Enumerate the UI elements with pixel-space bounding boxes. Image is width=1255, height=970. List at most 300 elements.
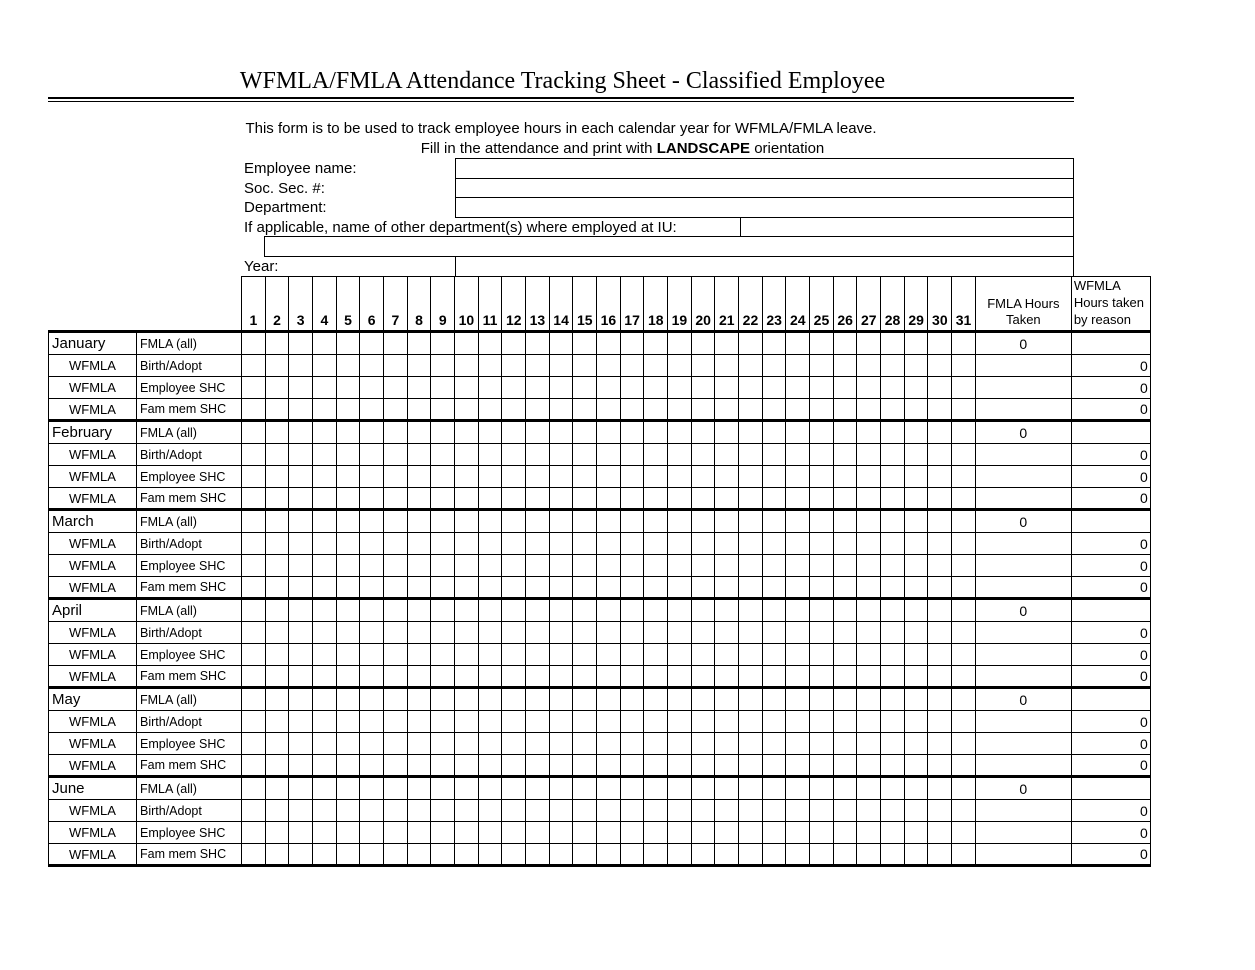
day-cell[interactable] (549, 399, 573, 421)
day-cell[interactable] (881, 332, 905, 355)
day-cell[interactable] (810, 755, 834, 777)
day-cell[interactable] (715, 421, 739, 444)
day-cell[interactable] (573, 377, 597, 399)
day-cell[interactable] (431, 800, 455, 822)
day-cell[interactable] (597, 533, 621, 555)
day-cell[interactable] (833, 555, 857, 577)
day-cell[interactable] (455, 533, 479, 555)
day-cell[interactable] (833, 399, 857, 421)
day-cell[interactable] (833, 332, 857, 355)
day-cell[interactable] (502, 466, 526, 488)
day-cell[interactable] (739, 533, 763, 555)
day-cell[interactable] (928, 822, 952, 844)
day-cell[interactable] (762, 510, 786, 533)
day-cell[interactable] (833, 488, 857, 510)
day-cell[interactable] (407, 399, 431, 421)
day-cell[interactable] (644, 444, 668, 466)
day-cell[interactable] (502, 555, 526, 577)
day-cell[interactable] (810, 644, 834, 666)
day-cell[interactable] (810, 421, 834, 444)
day-cell[interactable] (904, 777, 928, 800)
day-cell[interactable] (502, 800, 526, 822)
day-cell[interactable] (644, 822, 668, 844)
day-cell[interactable] (336, 644, 360, 666)
day-cell[interactable] (502, 599, 526, 622)
day-cell[interactable] (265, 755, 289, 777)
day-cell[interactable] (597, 510, 621, 533)
day-cell[interactable] (597, 599, 621, 622)
day-cell[interactable] (455, 466, 479, 488)
day-cell[interactable] (810, 555, 834, 577)
day-cell[interactable] (289, 666, 313, 688)
day-cell[interactable] (762, 399, 786, 421)
day-cell[interactable] (904, 800, 928, 822)
day-cell[interactable] (242, 399, 266, 421)
day-cell[interactable] (289, 466, 313, 488)
day-cell[interactable] (786, 377, 810, 399)
day-cell[interactable] (313, 644, 337, 666)
day-cell[interactable] (668, 533, 692, 555)
day-cell[interactable] (431, 711, 455, 733)
day-cell[interactable] (573, 711, 597, 733)
day-cell[interactable] (407, 844, 431, 866)
day-cell[interactable] (573, 822, 597, 844)
day-cell[interactable] (715, 711, 739, 733)
day-cell[interactable] (265, 622, 289, 644)
day-cell[interactable] (573, 666, 597, 688)
day-cell[interactable] (691, 444, 715, 466)
day-cell[interactable] (502, 711, 526, 733)
day-cell[interactable] (478, 688, 502, 711)
day-cell[interactable] (952, 377, 976, 399)
day-cell[interactable] (573, 577, 597, 599)
day-cell[interactable] (455, 688, 479, 711)
day-cell[interactable] (265, 688, 289, 711)
day-cell[interactable] (928, 622, 952, 644)
day-cell[interactable] (715, 355, 739, 377)
day-cell[interactable] (857, 644, 881, 666)
day-cell[interactable] (526, 377, 550, 399)
day-cell[interactable] (928, 533, 952, 555)
day-cell[interactable] (644, 377, 668, 399)
day-cell[interactable] (810, 488, 834, 510)
day-cell[interactable] (715, 377, 739, 399)
day-cell[interactable] (620, 844, 644, 866)
day-cell[interactable] (384, 666, 408, 688)
day-cell[interactable] (762, 622, 786, 644)
day-cell[interactable] (833, 822, 857, 844)
day-cell[interactable] (952, 777, 976, 800)
day-cell[interactable] (289, 444, 313, 466)
day-cell[interactable] (668, 822, 692, 844)
day-cell[interactable] (668, 755, 692, 777)
day-cell[interactable] (881, 822, 905, 844)
day-cell[interactable] (289, 577, 313, 599)
day-cell[interactable] (620, 711, 644, 733)
day-cell[interactable] (810, 332, 834, 355)
day-cell[interactable] (313, 711, 337, 733)
day-cell[interactable] (904, 599, 928, 622)
day-cell[interactable] (691, 488, 715, 510)
day-cell[interactable] (691, 355, 715, 377)
day-cell[interactable] (336, 777, 360, 800)
day-cell[interactable] (620, 599, 644, 622)
day-cell[interactable] (952, 844, 976, 866)
day-cell[interactable] (384, 777, 408, 800)
day-cell[interactable] (431, 644, 455, 666)
day-cell[interactable] (904, 533, 928, 555)
day-cell[interactable] (928, 733, 952, 755)
day-cell[interactable] (786, 488, 810, 510)
day-cell[interactable] (833, 733, 857, 755)
day-cell[interactable] (810, 466, 834, 488)
day-cell[interactable] (762, 688, 786, 711)
day-cell[interactable] (242, 332, 266, 355)
day-cell[interactable] (242, 644, 266, 666)
day-cell[interactable] (455, 844, 479, 866)
day-cell[interactable] (691, 822, 715, 844)
day-cell[interactable] (526, 533, 550, 555)
day-cell[interactable] (644, 666, 668, 688)
day-cell[interactable] (478, 711, 502, 733)
day-cell[interactable] (313, 688, 337, 711)
day-cell[interactable] (313, 733, 337, 755)
day-cell[interactable] (715, 666, 739, 688)
day-cell[interactable] (904, 399, 928, 421)
day-cell[interactable] (786, 711, 810, 733)
day-cell[interactable] (881, 755, 905, 777)
day-cell[interactable] (431, 777, 455, 800)
day-cell[interactable] (431, 622, 455, 644)
day-cell[interactable] (904, 355, 928, 377)
day-cell[interactable] (668, 466, 692, 488)
day-cell[interactable] (762, 800, 786, 822)
day-cell[interactable] (502, 488, 526, 510)
day-cell[interactable] (313, 755, 337, 777)
day-cell[interactable] (336, 844, 360, 866)
day-cell[interactable] (715, 844, 739, 866)
day-cell[interactable] (597, 466, 621, 488)
day-cell[interactable] (857, 421, 881, 444)
day-cell[interactable] (384, 555, 408, 577)
day-cell[interactable] (573, 733, 597, 755)
day-cell[interactable] (952, 577, 976, 599)
day-cell[interactable] (360, 666, 384, 688)
day-cell[interactable] (739, 355, 763, 377)
day-cell[interactable] (952, 644, 976, 666)
day-cell[interactable] (384, 599, 408, 622)
day-cell[interactable] (952, 444, 976, 466)
day-cell[interactable] (928, 332, 952, 355)
day-cell[interactable] (360, 688, 384, 711)
day-cell[interactable] (478, 399, 502, 421)
day-cell[interactable] (313, 377, 337, 399)
day-cell[interactable] (478, 332, 502, 355)
day-cell[interactable] (928, 577, 952, 599)
day-cell[interactable] (573, 622, 597, 644)
day-cell[interactable] (715, 399, 739, 421)
day-cell[interactable] (691, 510, 715, 533)
day-cell[interactable] (857, 622, 881, 644)
day-cell[interactable] (526, 733, 550, 755)
day-cell[interactable] (644, 399, 668, 421)
day-cell[interactable] (952, 355, 976, 377)
day-cell[interactable] (478, 355, 502, 377)
day-cell[interactable] (242, 733, 266, 755)
day-cell[interactable] (502, 332, 526, 355)
day-cell[interactable] (336, 488, 360, 510)
day-cell[interactable] (289, 332, 313, 355)
day-cell[interactable] (549, 510, 573, 533)
day-cell[interactable] (526, 577, 550, 599)
day-cell[interactable] (833, 444, 857, 466)
day-cell[interactable] (242, 577, 266, 599)
day-cell[interactable] (597, 399, 621, 421)
day-cell[interactable] (478, 533, 502, 555)
day-cell[interactable] (739, 466, 763, 488)
day-cell[interactable] (549, 533, 573, 555)
day-cell[interactable] (360, 510, 384, 533)
day-cell[interactable] (928, 599, 952, 622)
day-cell[interactable] (455, 555, 479, 577)
day-cell[interactable] (857, 466, 881, 488)
day-cell[interactable] (502, 777, 526, 800)
day-cell[interactable] (573, 399, 597, 421)
day-cell[interactable] (668, 421, 692, 444)
day-cell[interactable] (573, 777, 597, 800)
day-cell[interactable] (384, 533, 408, 555)
day-cell[interactable] (573, 421, 597, 444)
day-cell[interactable] (881, 488, 905, 510)
day-cell[interactable] (384, 822, 408, 844)
day-cell[interactable] (739, 644, 763, 666)
day-cell[interactable] (668, 599, 692, 622)
day-cell[interactable] (857, 822, 881, 844)
day-cell[interactable] (407, 666, 431, 688)
day-cell[interactable] (502, 644, 526, 666)
day-cell[interactable] (810, 844, 834, 866)
day-cell[interactable] (407, 533, 431, 555)
day-cell[interactable] (762, 711, 786, 733)
day-cell[interactable] (857, 800, 881, 822)
day-cell[interactable] (668, 622, 692, 644)
day-cell[interactable] (549, 666, 573, 688)
day-cell[interactable] (691, 644, 715, 666)
day-cell[interactable] (384, 755, 408, 777)
day-cell[interactable] (265, 355, 289, 377)
day-cell[interactable] (407, 777, 431, 800)
day-cell[interactable] (478, 733, 502, 755)
day-cell[interactable] (810, 355, 834, 377)
day-cell[interactable] (289, 822, 313, 844)
day-cell[interactable] (668, 777, 692, 800)
day-cell[interactable] (502, 755, 526, 777)
day-cell[interactable] (336, 510, 360, 533)
day-cell[interactable] (857, 377, 881, 399)
day-cell[interactable] (786, 466, 810, 488)
day-cell[interactable] (691, 688, 715, 711)
day-cell[interactable] (881, 844, 905, 866)
day-cell[interactable] (573, 555, 597, 577)
day-cell[interactable] (620, 577, 644, 599)
day-cell[interactable] (289, 510, 313, 533)
day-cell[interactable] (360, 755, 384, 777)
day-cell[interactable] (620, 444, 644, 466)
day-cell[interactable] (526, 688, 550, 711)
day-cell[interactable] (526, 510, 550, 533)
day-cell[interactable] (502, 421, 526, 444)
day-cell[interactable] (384, 510, 408, 533)
day-cell[interactable] (360, 577, 384, 599)
day-cell[interactable] (502, 510, 526, 533)
day-cell[interactable] (952, 688, 976, 711)
day-cell[interactable] (265, 377, 289, 399)
day-cell[interactable] (833, 622, 857, 644)
day-cell[interactable] (762, 599, 786, 622)
day-cell[interactable] (762, 777, 786, 800)
day-cell[interactable] (833, 599, 857, 622)
day-cell[interactable] (786, 733, 810, 755)
day-cell[interactable] (478, 510, 502, 533)
day-cell[interactable] (691, 555, 715, 577)
day-cell[interactable] (739, 711, 763, 733)
day-cell[interactable] (739, 599, 763, 622)
day-cell[interactable] (833, 533, 857, 555)
day-cell[interactable] (881, 510, 905, 533)
day-cell[interactable] (478, 555, 502, 577)
day-cell[interactable] (573, 466, 597, 488)
day-cell[interactable] (526, 644, 550, 666)
day-cell[interactable] (336, 533, 360, 555)
day-cell[interactable] (786, 399, 810, 421)
day-cell[interactable] (455, 355, 479, 377)
day-cell[interactable] (502, 355, 526, 377)
day-cell[interactable] (952, 533, 976, 555)
day-cell[interactable] (597, 688, 621, 711)
day-cell[interactable] (928, 466, 952, 488)
day-cell[interactable] (431, 577, 455, 599)
day-cell[interactable] (242, 377, 266, 399)
day-cell[interactable] (810, 800, 834, 822)
day-cell[interactable] (313, 488, 337, 510)
day-cell[interactable] (455, 399, 479, 421)
day-cell[interactable] (952, 332, 976, 355)
day-cell[interactable] (904, 688, 928, 711)
day-cell[interactable] (526, 800, 550, 822)
day-cell[interactable] (313, 510, 337, 533)
day-cell[interactable] (313, 622, 337, 644)
day-cell[interactable] (265, 421, 289, 444)
day-cell[interactable] (739, 844, 763, 866)
day-cell[interactable] (573, 755, 597, 777)
day-cell[interactable] (573, 444, 597, 466)
day-cell[interactable] (597, 488, 621, 510)
day-cell[interactable] (833, 577, 857, 599)
day-cell[interactable] (644, 332, 668, 355)
day-cell[interactable] (810, 777, 834, 800)
day-cell[interactable] (715, 577, 739, 599)
day-cell[interactable] (265, 644, 289, 666)
day-cell[interactable] (668, 399, 692, 421)
day-cell[interactable] (952, 488, 976, 510)
day-cell[interactable] (289, 733, 313, 755)
day-cell[interactable] (242, 755, 266, 777)
day-cell[interactable] (620, 533, 644, 555)
day-cell[interactable] (715, 599, 739, 622)
day-cell[interactable] (384, 622, 408, 644)
day-cell[interactable] (431, 466, 455, 488)
day-cell[interactable] (478, 822, 502, 844)
day-cell[interactable] (526, 777, 550, 800)
day-cell[interactable] (833, 666, 857, 688)
day-cell[interactable] (242, 555, 266, 577)
day-cell[interactable] (691, 466, 715, 488)
day-cell[interactable] (762, 355, 786, 377)
day-cell[interactable] (313, 577, 337, 599)
day-cell[interactable] (739, 622, 763, 644)
day-cell[interactable] (597, 733, 621, 755)
day-cell[interactable] (242, 844, 266, 866)
day-cell[interactable] (739, 444, 763, 466)
day-cell[interactable] (502, 377, 526, 399)
day-cell[interactable] (620, 822, 644, 844)
day-cell[interactable] (691, 622, 715, 644)
day-cell[interactable] (407, 444, 431, 466)
day-cell[interactable] (384, 466, 408, 488)
day-cell[interactable] (786, 599, 810, 622)
day-cell[interactable] (928, 510, 952, 533)
day-cell[interactable] (313, 800, 337, 822)
day-cell[interactable] (242, 800, 266, 822)
day-cell[interactable] (549, 599, 573, 622)
day-cell[interactable] (384, 355, 408, 377)
day-cell[interactable] (833, 688, 857, 711)
day-cell[interactable] (810, 377, 834, 399)
day-cell[interactable] (455, 577, 479, 599)
day-cell[interactable] (597, 644, 621, 666)
day-cell[interactable] (336, 599, 360, 622)
day-cell[interactable] (313, 666, 337, 688)
day-cell[interactable] (952, 622, 976, 644)
day-cell[interactable] (952, 555, 976, 577)
day-cell[interactable] (265, 332, 289, 355)
day-cell[interactable] (810, 666, 834, 688)
day-cell[interactable] (407, 622, 431, 644)
day-cell[interactable] (313, 844, 337, 866)
day-cell[interactable] (384, 399, 408, 421)
day-cell[interactable] (478, 800, 502, 822)
day-cell[interactable] (360, 533, 384, 555)
day-cell[interactable] (336, 822, 360, 844)
day-cell[interactable] (786, 777, 810, 800)
day-cell[interactable] (455, 332, 479, 355)
day-cell[interactable] (242, 355, 266, 377)
day-cell[interactable] (478, 488, 502, 510)
day-cell[interactable] (833, 777, 857, 800)
day-cell[interactable] (313, 822, 337, 844)
day-cell[interactable] (478, 844, 502, 866)
day-cell[interactable] (952, 599, 976, 622)
day-cell[interactable] (644, 599, 668, 622)
day-cell[interactable] (762, 755, 786, 777)
day-cell[interactable] (455, 421, 479, 444)
day-cell[interactable] (384, 377, 408, 399)
day-cell[interactable] (455, 444, 479, 466)
day-cell[interactable] (786, 555, 810, 577)
day-cell[interactable] (289, 355, 313, 377)
day-cell[interactable] (691, 332, 715, 355)
day-cell[interactable] (881, 599, 905, 622)
